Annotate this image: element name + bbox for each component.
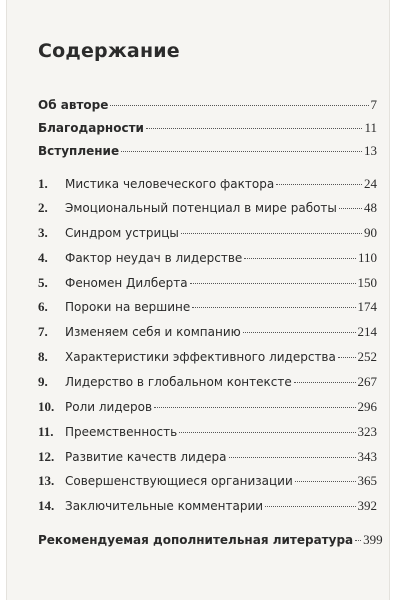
chapter-title: Развитие качеств лидера [65, 450, 227, 464]
chapter-number: 9. [38, 374, 48, 389]
dot-leader [154, 407, 355, 408]
toc-chapter-13 [38, 473, 377, 489]
dot-leader [243, 332, 356, 333]
toc-entry-introduction [38, 143, 377, 159]
dot-leader [276, 184, 362, 185]
chapter-number: 10. [38, 399, 55, 414]
toc-entry-label: Благодарности [38, 121, 144, 135]
chapter-number: 7. [38, 324, 48, 339]
dot-leader [121, 151, 362, 152]
chapter-number: 8. [38, 349, 48, 364]
chapter-page: 24 [364, 176, 377, 191]
chapter-page: 174 [357, 299, 377, 314]
toc-entry-label: Рекомендуемая дополнительная литература [38, 533, 354, 547]
chapter-title: Пороки на вершине [65, 300, 191, 314]
dot-leader [179, 432, 355, 433]
toc-chapter-10 [38, 399, 377, 415]
dot-leader [190, 283, 356, 284]
chapter-number: 5. [38, 275, 48, 290]
toc-entry-page: 11 [364, 120, 377, 135]
toc-entry-acknowledgements [38, 120, 377, 136]
chapter-title: Синдром устрицы [65, 226, 179, 240]
chapter-title: Мистика человеческого фактора [65, 177, 275, 191]
toc-entry-page: 13 [364, 143, 377, 158]
toc-chapter-12 [38, 449, 377, 465]
chapter-page: 150 [357, 275, 377, 290]
chapter-page: 365 [357, 473, 377, 488]
toc-entry-label: Об авторе [38, 98, 109, 112]
toc-entry-label: Вступление [38, 144, 120, 158]
dot-leader [295, 481, 356, 482]
chapter-page: 267 [357, 374, 377, 389]
toc-chapter-1 [38, 176, 377, 192]
chapter-page: 252 [357, 349, 377, 364]
dot-leader [229, 457, 356, 458]
toc-entry-page: 7 [370, 97, 377, 112]
dot-leader [244, 258, 356, 259]
toc-chapter-4 [38, 250, 377, 266]
chapter-number: 3. [38, 225, 48, 240]
chapter-title: Изменяем себя и компанию [65, 325, 241, 339]
dot-leader [181, 233, 362, 234]
chapter-number: 13. [38, 473, 55, 488]
chapter-title: Заключительные комментарии [65, 499, 264, 513]
chapter-page: 110 [357, 250, 377, 265]
chapter-number: 14. [38, 498, 55, 513]
dot-leader [339, 208, 362, 209]
toc-chapter-3 [38, 225, 377, 241]
chapter-number: 6. [38, 299, 48, 314]
dot-leader [338, 357, 356, 358]
dot-leader [110, 105, 368, 106]
toc-chapter-7 [38, 324, 377, 340]
chapter-page: 323 [357, 424, 377, 439]
toc-entry-about-author [38, 97, 377, 113]
chapter-page: 392 [357, 498, 377, 513]
dot-leader [192, 307, 355, 308]
dot-leader [146, 128, 363, 129]
chapter-page: 296 [357, 399, 377, 414]
toc-entry-recommended-reading [38, 532, 383, 548]
chapter-title: Преемственность [65, 425, 178, 439]
chapter-page: 48 [364, 200, 377, 215]
toc-chapter-5 [38, 275, 377, 291]
chapter-number: 1. [38, 176, 48, 191]
toc-chapter-8 [38, 349, 377, 365]
book-page [6, 0, 390, 600]
toc-chapter-9 [38, 374, 377, 390]
toc-chapter-11 [38, 424, 377, 440]
chapter-page: 214 [357, 324, 377, 339]
toc-chapter-14 [38, 498, 377, 514]
dot-leader [355, 540, 361, 541]
toc-chapter-2 [38, 200, 377, 216]
chapter-title: Характеристики эффективного лидерства [65, 350, 336, 364]
chapter-title: Эмоциональный потенциал в мире работы [65, 201, 337, 215]
dot-leader [265, 506, 355, 507]
chapter-title: Феномен Дилберта [65, 276, 188, 290]
toc-entry-page: 399 [363, 532, 383, 547]
chapter-title: Фактор неудач в лидерстве [65, 251, 243, 265]
chapter-title: Лидерство в глобальном контексте [65, 375, 292, 389]
chapter-number: 12. [38, 449, 55, 464]
chapter-title: Совершенствующиеся организации [65, 474, 293, 488]
chapter-title: Роли лидеров [65, 400, 153, 414]
toc-chapter-6 [38, 299, 377, 315]
chapter-number: 4. [38, 250, 48, 265]
chapter-number: 11. [38, 424, 54, 439]
chapter-page: 343 [357, 449, 377, 464]
chapter-number: 2. [38, 200, 48, 215]
dot-leader [294, 382, 356, 383]
toc-heading: Содержание [38, 40, 180, 62]
chapter-page: 90 [364, 225, 377, 240]
